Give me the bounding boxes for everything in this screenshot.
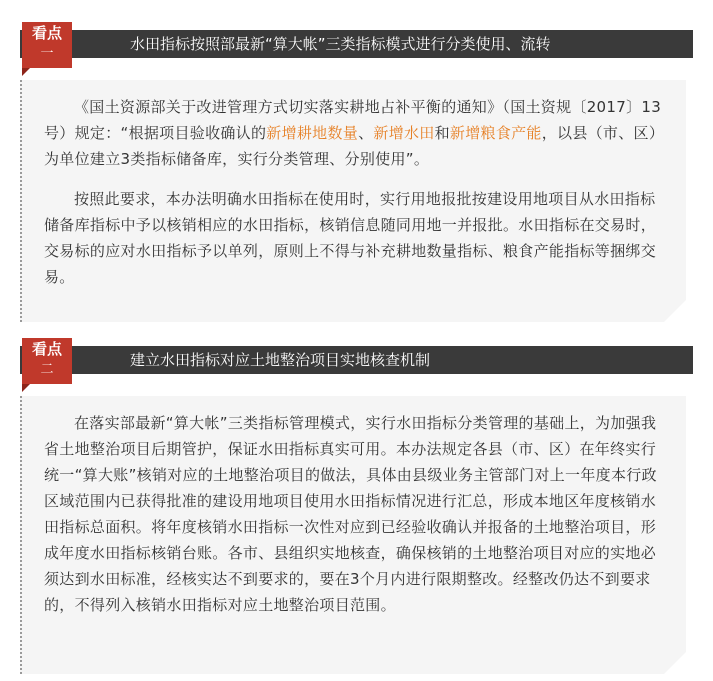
section-2-text-box <box>20 396 686 674</box>
section-2-header-bar <box>20 346 693 374</box>
section-1-p1-text-a: 《国土资源部关于改进管理方式切实落实耕地占补平衡的通知》（国土资规〔2017〕13号）规定：“根据项目验收确认的 <box>44 98 662 142</box>
section-1-paragraph-2: 按照此要求，本办法明确水田指标在使用时，实行用地报批按建设用地项目从水田指标储备库指标中予以核销相应的水田指标，核销信息随同用地一并报批。水田指标在交易时，交易标的应对水田指标予以单列，原则上不得与补充耕地数量指标、粮食产能指标等捆绑交易。 <box>44 190 657 286</box>
section-2-paragraph-1: 在落实部最新“算大帐”三类指标管理模式，实行水田指标分类管理的基础上，为加强我省土地整治项目后期管护，保证水田指标真实可用。本办法规定各县（市、区）在年终实行统一“算大账”核销对应的土地整治项目的做法，具体由县级业务主管部门对上一年度本行政区域范围内已获得批准的建设用地项目使用水田指标情况进行汇总，形成本地区年度核销水田指标总面积。将年度核销水田指标一次性对应到已经验收确认并报备的土地整治项目，形成年度水田指标核销台账。各市、县组织实地核查，确保核销的土地整治项目对应的实地必须达到水田标准，经核实达不到要求的，要在3个月内进行限期整改。经整改仍达不到要求的，不得列入核销水田指标对应土地整治项目范围。 <box>44 414 657 614</box>
section-1-badge <box>22 22 72 68</box>
section-1-badge-label: 看点 <box>31 24 62 42</box>
section-1-badge-tail <box>22 68 30 76</box>
highlight-new-paddy-field: 新增水田 <box>373 124 435 142</box>
highlight-new-farmland-quantity: 新增耕地数量 <box>266 124 359 142</box>
section-2-badge-tail <box>22 384 30 392</box>
section-1-p1-text-b: 、 <box>358 124 374 142</box>
section-2-badge-number: 二 <box>40 362 54 377</box>
section-1-p1-text-d: ，以县（市、区）为单位建立3类指标储备库，实行分类管理、分别使用”。 <box>44 124 665 168</box>
section-1-badge-number: 一 <box>40 46 54 61</box>
section-2-corner-fold <box>664 652 686 674</box>
section-1-paragraph-1 <box>44 94 666 172</box>
section-1-p1-text-c: 和 <box>434 124 450 142</box>
section-1-header-bar <box>20 30 693 58</box>
section-2-badge <box>22 338 72 384</box>
section-1-title: 水田指标按照部最新“算大帐”三类指标模式进行分类使用、流转 <box>130 35 551 53</box>
highlight-new-grain-capacity: 新增粮食产能 <box>449 124 542 142</box>
section-1-corner-fold <box>664 300 686 322</box>
section-1-text-box <box>20 80 686 322</box>
section-2-title: 建立水田指标对应土地整治项目实地核查机制 <box>130 351 431 369</box>
section-2-badge-label: 看点 <box>31 340 62 358</box>
